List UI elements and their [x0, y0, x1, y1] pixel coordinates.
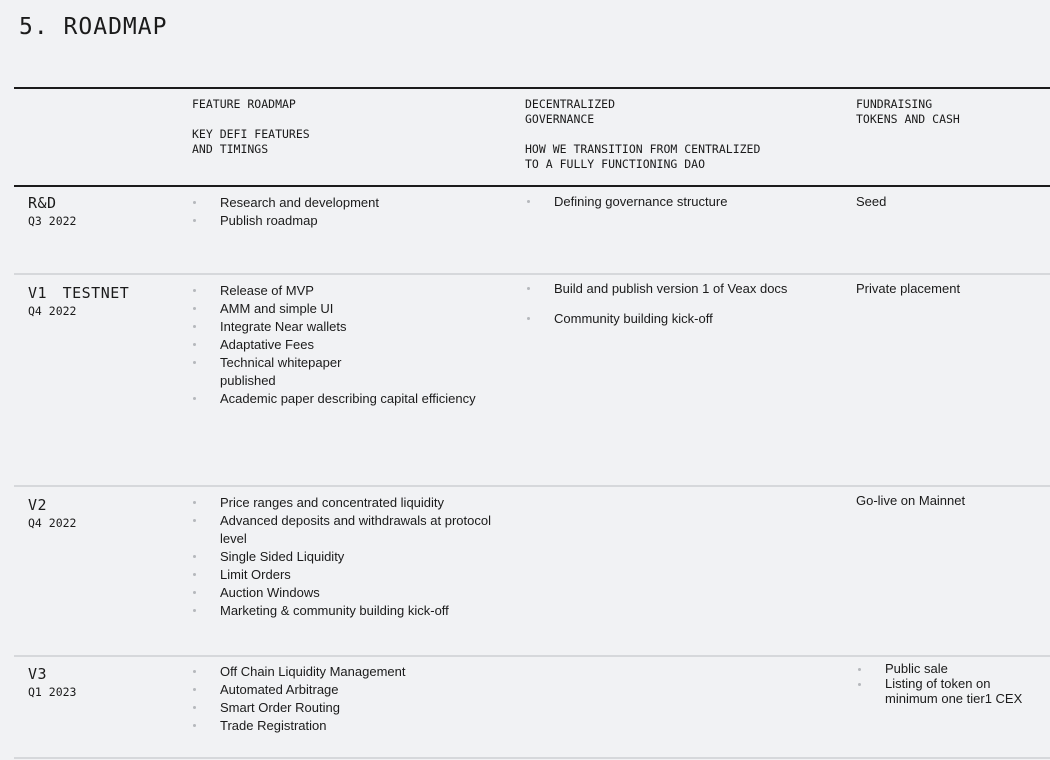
phase-name: V3: [28, 665, 48, 683]
header-governance: DECENTRALIZED GOVERNANCE HOW WE TRANSITION FROM CENTRALIZED TO A FULLY FUNCTIONING DAO: [525, 97, 761, 171]
list-item: AMM and simple UI: [193, 300, 503, 318]
list-item: Off Chain Liquidity Management: [193, 663, 503, 681]
divider: [14, 273, 1050, 275]
list-item: Price ranges and concentrated liquidity: [193, 494, 503, 512]
header-feature-roadmap: FEATURE ROADMAP KEY DEFI FEATURES AND TIMINGS: [192, 97, 310, 156]
list-item: Research and development: [193, 194, 503, 212]
feature-list: [193, 663, 503, 735]
phase-date: Q4 2022: [28, 516, 77, 530]
list-item: Integrate Near wallets: [193, 318, 503, 336]
list-item: Build and publish version 1 of Veax docs: [527, 280, 827, 298]
phase-name: R&D: [28, 194, 57, 212]
list-item: Automated Arbitrage: [193, 681, 503, 699]
fundraising-text: Seed: [856, 194, 887, 209]
header-fundraising: FUNDRAISING TOKENS AND CASH: [856, 97, 960, 126]
phase-date: Q4 2022: [28, 304, 77, 318]
list-item: Adaptative Fees: [193, 336, 503, 354]
fundraising-text: Private placement: [856, 281, 961, 296]
list-item: Technical whitepaper published: [193, 354, 373, 390]
list-item: Academic paper describing capital efficiency: [193, 390, 503, 408]
list-item: Defining governance structure: [527, 193, 827, 211]
list-item: Release of MVP: [193, 282, 503, 300]
list-item: Listing of token on minimum one tier1 CEX: [858, 676, 1028, 706]
list-item: Public sale: [858, 661, 1048, 676]
phase-date: Q3 2022: [28, 214, 77, 228]
list-item: Community building kick-off: [527, 310, 827, 328]
list-item: Marketing & community building kick-off: [193, 602, 503, 620]
list-item: Publish roadmap: [193, 212, 503, 230]
list-item: Smart Order Routing: [193, 699, 503, 717]
list-item: Limit Orders: [193, 566, 503, 584]
divider: [14, 185, 1050, 187]
list-item: Trade Registration: [193, 717, 503, 735]
divider: [14, 655, 1050, 657]
list-item: Auction Windows: [193, 584, 503, 602]
governance-list: [527, 193, 827, 223]
feature-list: [193, 194, 503, 230]
list-item: Advanced deposits and withdrawals at protocol level: [193, 512, 503, 548]
phase-name: V1 TESTNET: [28, 284, 130, 302]
page-title: 5. ROADMAP: [19, 14, 168, 40]
list-item: Single Sided Liquidity: [193, 548, 503, 566]
feature-list: [193, 282, 503, 408]
divider: [14, 87, 1050, 89]
phase-date: Q1 2023: [28, 685, 77, 699]
governance-list: [527, 280, 827, 340]
fundraising-text: Go-live on Mainnet: [856, 493, 966, 508]
feature-list: [193, 494, 503, 620]
divider: [14, 757, 1050, 759]
fundraising-list: [858, 661, 1048, 706]
phase-name: V2: [28, 496, 48, 514]
divider: [14, 485, 1050, 487]
